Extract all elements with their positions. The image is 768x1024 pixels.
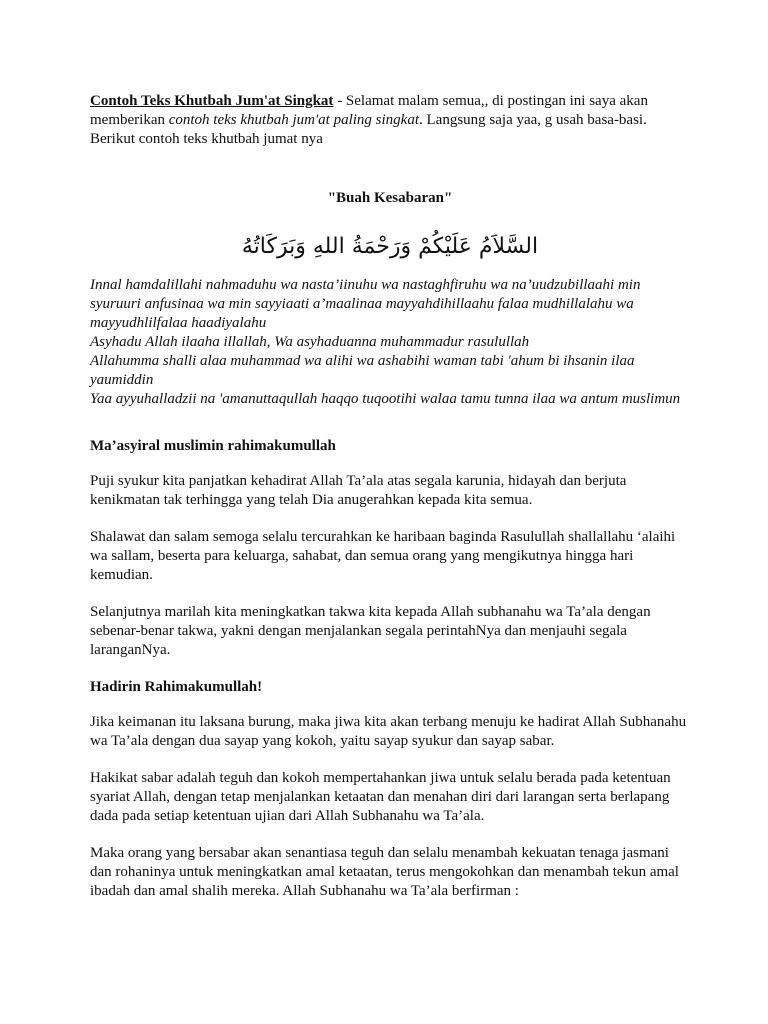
opening-line: Asyhadu Allah ilaaha illallah, Wa asyhaduanna muhammadur rasulullah bbox=[90, 334, 530, 350]
intro-text-2: . Langsung saja yaa, g usah basa-basi. Berikut contoh teks khutbah jumat nya bbox=[90, 112, 647, 147]
sermon-title: "Buah Kesabaran" bbox=[327, 190, 453, 206]
title-link[interactable]: Contoh Teks Khutbah Jum'at Singkat bbox=[90, 93, 334, 109]
paragraph: Selanjutnya marilah kita meningkatkan takwa kita kepada Allah subhanahu wa Ta’ala dengan sebenar-benar takwa, yakni dengan menjalankan segala perintahNya dan menjauhi segala laranganNya. bbox=[90, 604, 651, 658]
opening-line: Yaa ayyuhalladzii na 'amanuttaqullah haqqo tuqootihi walaa tamu tunna ilaa wa antum muslimun bbox=[90, 391, 681, 407]
paragraph: Shalawat dan salam semoga selalu tercurahkan ke haribaan baginda Rasulullah shallallahu ‘alaihi wa sallam, beserta para keluarga, sahabat, dan semua orang yang mengikutnya hingga hari kemudian. bbox=[90, 529, 676, 583]
section-heading: Hadirin Rahimakumullah! bbox=[90, 679, 263, 695]
intro-text-1: - Selamat malam semua,, di postingan ini saya akan memberikan bbox=[90, 93, 648, 128]
document-body bbox=[90, 92, 690, 919]
opening-prayer bbox=[90, 276, 690, 409]
paragraph: Maka orang yang bersabar akan senantiasa teguh dan selalu menambah kekuatan tenaga jasmani dan rohaninya untuk meningkatkan amal ketaatan, terus mengokohkan dan menambah tekun amal ibadah dan amal shalih mereka. Allah Subhanahu wa Ta’ala berfirman : bbox=[90, 845, 679, 899]
opening-line: Allahumma shalli alaa muhammad wa alihi wa ashabihi waman tabi 'ahum bi ihsanin ilaa yaumiddin bbox=[90, 353, 635, 388]
section-heading: Ma’asyiral muslimin rahimakumullah bbox=[90, 438, 336, 454]
intro-paragraph bbox=[90, 92, 690, 149]
paragraph: Jika keimanan itu laksana burung, maka jiwa kita akan terbang menuju ke hadirat Allah Subhanahu wa Ta’ala dengan dua sayap yang kokoh, yaitu sayap syukur dan sayap sabar. bbox=[90, 714, 687, 749]
intro-italic: contoh teks khutbah jum'at paling singkat bbox=[168, 112, 419, 128]
salam-arabic: السَّلاَمُ عَلَيْكُمْ وَرَحْمَةُ اللهِ وَبَرَكَاتُهُ bbox=[241, 234, 539, 259]
paragraph: Puji syukur kita panjatkan kehadirat Allah Ta’ala atas segala karunia, hidayah dan berjuta kenikmatan tak terhingga yang telah Dia anugerahkan kepada kita semua. bbox=[90, 473, 627, 508]
paragraph: Hakikat sabar adalah teguh dan kokoh mempertahankan jiwa untuk selalu berada pada ketentuan syariat Allah, dengan tetap menjalankan ketaatan dan menahan diri dari larangan serta berlapang dada pada setiap ketentuan ujian dari Allah Subhanahu wa Ta’ala. bbox=[90, 770, 671, 824]
opening-line: Innal hamdalillahi nahmaduhu wa nasta’iinuhu wa nastaghfiruhu wa na’uudzubillaahi min syuruuri anfusinaa wa min sayyiaati a’maalinaa mayyahdihillaahu falaa mudhillalahu wa mayyudhlilfalaa haadiyalahu bbox=[90, 277, 641, 331]
